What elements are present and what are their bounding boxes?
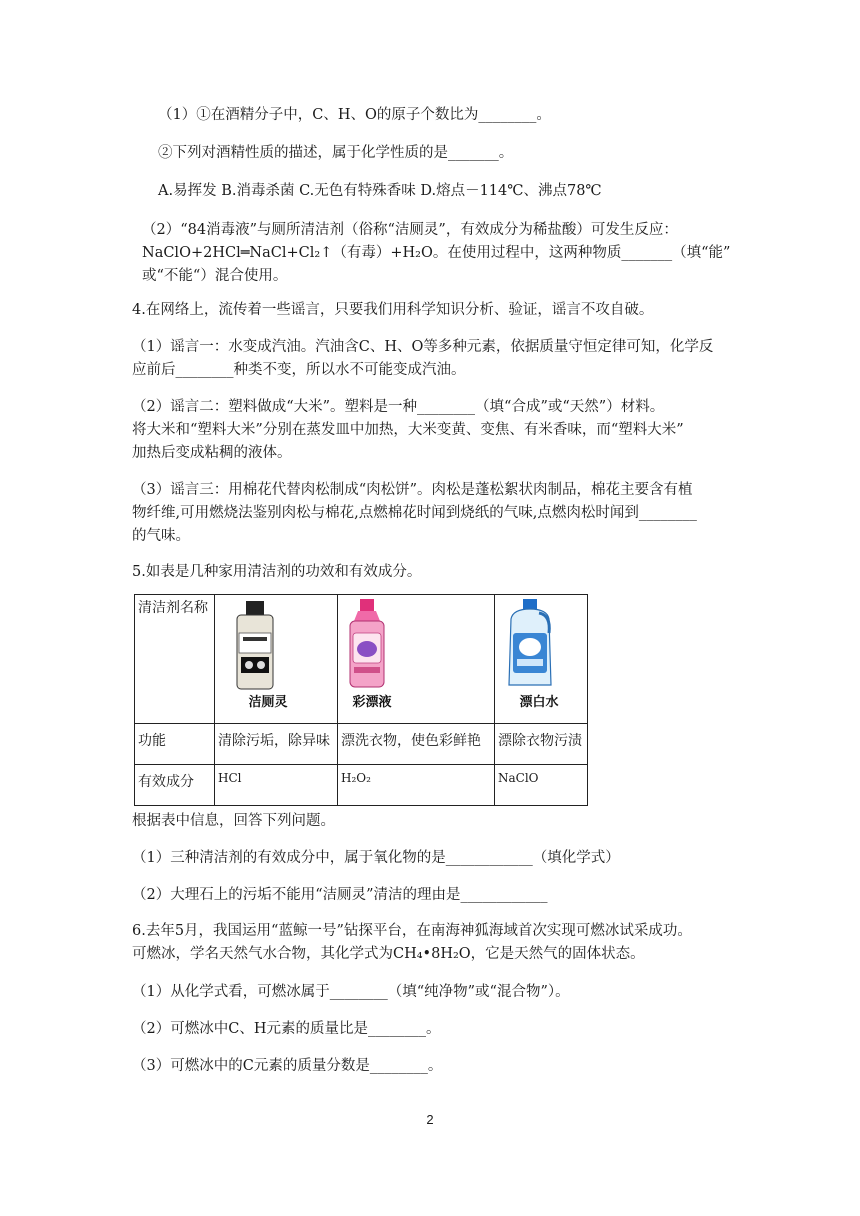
- function-cell: 清除污垢，除异味: [215, 724, 338, 765]
- q3-part1-line: （1）①在酒精分子中，C、H、O的原子个数比为________。: [158, 107, 551, 123]
- q6-line2: 可燃冰，学名天然气水合物，其化学式为CH₄•8H₂O，它是天然气的固体状态。: [132, 946, 645, 962]
- q4-rumor2-line1: （2）谣言二：塑料做成“大米”。塑料是一种________（填“合成”或“天然”）材料。: [132, 399, 665, 415]
- q6-sub1: （1）从化学式看，可燃冰属于________（填“纯净物”或“混合物”）。: [132, 984, 570, 1000]
- header-label: 清洁剂名称: [138, 600, 208, 616]
- bleach-water-label: 漂白水: [519, 695, 559, 710]
- component-cell: NaClO: [495, 765, 588, 806]
- component-cell: H₂O₂: [338, 765, 495, 806]
- cleaner-table: [134, 594, 588, 806]
- q5-sub2: （2）大理石上的污垢不能用“洁厕灵”清洁的理由是____________: [132, 887, 548, 903]
- q4-rumor3-line2: 物纤维,可用燃烧法鉴别肉松与棉花,点燃棉花时闻到烧纸的气味,点燃肉松时闻到________: [132, 505, 697, 521]
- q6-sub3: （3）可燃冰中的C元素的质量分数是________。: [132, 1058, 443, 1074]
- color-bleach-label: 彩漂液: [352, 695, 392, 710]
- q3-part3-line2: NaClO+2HCl═NaCl+Cl₂↑（有毒）+H₂O。在使用过程中，这两种物质_______（填“能”: [142, 245, 731, 261]
- q4-intro: 4.在网络上，流传着一些谣言，只要我们用科学知识分析、验证，谣言不攻自破。: [132, 302, 654, 318]
- color-bleach-bottle-icon: [344, 599, 390, 689]
- bleach-water-jug-icon: [503, 599, 557, 689]
- q5-intro: 5.如表是几种家用清洁剂的功效和有效成分。: [132, 564, 422, 580]
- q3-options-line: A.易挥发 B.消毒杀菌 C.无色有特殊香味 D.熔点－114℃、沸点78℃: [158, 183, 602, 199]
- q4-rumor3-line3: 的气味。: [132, 528, 190, 544]
- q4-rumor2-line3: 加热后变成粘稠的液体。: [132, 445, 292, 461]
- function-cell: 漂洗衣物，使色彩鲜艳: [338, 724, 495, 765]
- q4-rumor2-line2: 将大米和“塑料大米”分别在蒸发皿中加热，大米变黄、变焦、有米香味，而“塑料大米”: [132, 422, 684, 438]
- function-label-cell: 功能: [135, 724, 215, 765]
- function-cell: 漂除衣物污渍: [495, 724, 588, 765]
- q6-line1: 6.去年5月，我国运用“蓝鲸一号”钻探平台，在南海神狐海域首次实现可燃冰试采成功。: [132, 923, 692, 939]
- component-cell: HCl: [215, 765, 338, 806]
- table-row: [135, 724, 588, 765]
- page-number: 2: [426, 1112, 434, 1127]
- table-row: [135, 765, 588, 806]
- q3-part3-line3: 或“不能“）混合使用。: [142, 268, 288, 284]
- q4-rumor1-line2: 应前后________种类不变，所以水不可能变成汽油。: [132, 362, 466, 378]
- product-cell-bleach-water: [495, 595, 588, 724]
- table-row: [135, 595, 588, 724]
- product-cell-color-bleach: [338, 595, 495, 724]
- q4-rumor3-line1: （3）谣言三：用棉花代替肉松制成“肉松饼”。肉松是蓬松絮状肉制品，棉花主要含有植: [132, 482, 693, 498]
- q5-after-table: 根据表中信息，回答下列问题。: [132, 813, 335, 829]
- q4-rumor1-line1: （1）谣言一：水变成汽油。汽油含C、H、O等多种元素，依据质量守恒定律可知，化学反: [132, 339, 714, 355]
- q3-part3-line1: （2）“84消毒液”与厕所清洁剂（俗称“洁厕灵”，有效成分为稀盐酸）可发生反应：: [142, 222, 678, 238]
- header-label-cell: [135, 595, 215, 724]
- toilet-cleaner-label: 洁厕灵: [248, 695, 288, 710]
- q6-sub2: （2）可燃冰中C、H元素的质量比是________。: [132, 1021, 441, 1037]
- component-label-cell: 有效成分: [135, 765, 215, 806]
- q5-sub1: （1）三种清洁剂的有效成分中，属于氧化物的是____________（填化学式）: [132, 850, 620, 866]
- toilet-cleaner-bottle-icon: [233, 601, 277, 691]
- q3-part2-line: ②下列对酒精性质的描述，属于化学性质的是_______。: [158, 145, 514, 161]
